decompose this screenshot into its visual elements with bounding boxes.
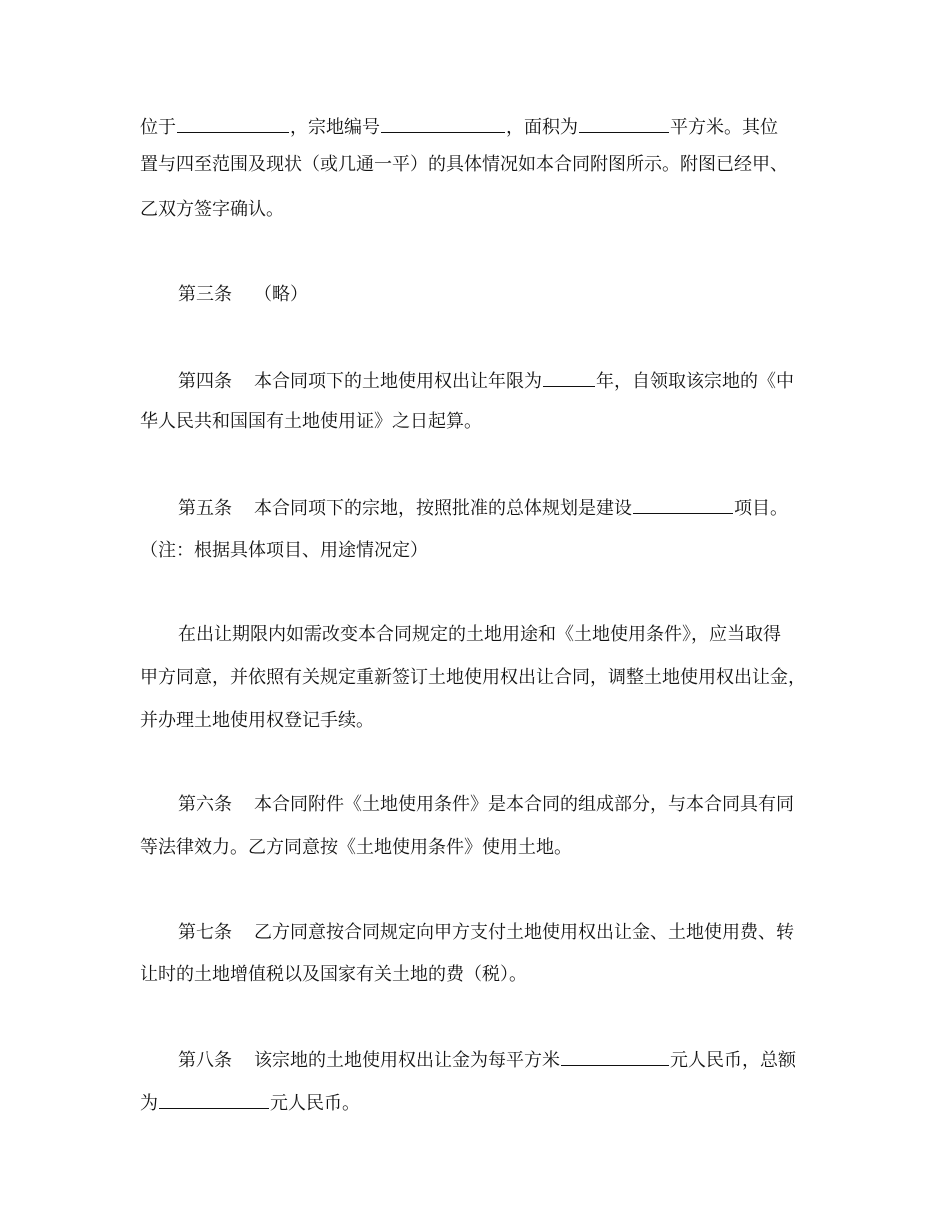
note-text: （注：根据具体项目、用途情况定） bbox=[140, 540, 428, 561]
article-text: 年，自领取该宗地的《中 bbox=[596, 371, 794, 392]
paragraph-text: 让时的土地增值税以及国家有关土地的费（税）。 bbox=[140, 964, 527, 985]
paragraph-text: 甲方同意，并依照有关规定重新签订土地使用权出让合同，调整土地使用权出让金， bbox=[140, 667, 806, 688]
article-label: 第三条 bbox=[178, 284, 232, 305]
article-text: 本合同项下的宗地，按照批准的总体规划是建设 bbox=[254, 498, 632, 519]
paragraph-text: 在出让期限内如需改变本合同规定的土地用途和《土地使用条件》，应当取得 bbox=[178, 624, 781, 645]
article-text: 元人民币，总额 bbox=[670, 1050, 796, 1071]
paragraph-text: 置与四至范围及现状（或几通一平）的具体情况如本合同附图所示。附图已经甲、 bbox=[140, 154, 788, 175]
term-years-blank bbox=[543, 367, 595, 387]
paragraph-text: 等法律效力。乙方同意按《土地使用条件》使用土地。 bbox=[140, 837, 572, 858]
article-label: 第五条 bbox=[178, 498, 232, 519]
article-3 bbox=[178, 282, 308, 308]
article-label: 第七条 bbox=[178, 922, 232, 943]
article-label: 第六条 bbox=[178, 794, 232, 815]
article-4 bbox=[178, 367, 794, 395]
area-unit-text: 平方米。其位 bbox=[670, 117, 778, 138]
parcel-number-blank bbox=[381, 113, 505, 133]
total-amount-blank bbox=[159, 1089, 269, 1109]
article-text: 本合同项下的土地使用权出让年限为 bbox=[254, 371, 542, 392]
location-prefix: 位于 bbox=[140, 117, 176, 138]
total-amount-line bbox=[140, 1089, 360, 1117]
project-blank bbox=[633, 494, 733, 514]
article-label: 第四条 bbox=[178, 371, 232, 392]
article-8 bbox=[178, 1046, 796, 1074]
price-per-sqm-blank bbox=[561, 1046, 669, 1066]
article-text: （略） bbox=[254, 284, 308, 305]
location-blank bbox=[177, 113, 289, 133]
paragraph-text: 乙双方签字确认。 bbox=[140, 199, 284, 220]
location-line bbox=[140, 113, 778, 141]
paragraph-text: 华人民共和国国有土地使用证》之日起算。 bbox=[140, 411, 482, 432]
article-6 bbox=[178, 792, 794, 818]
article-text: 乙方同意按合同规定向甲方支付土地使用权出让金、土地使用费、转 bbox=[254, 922, 794, 943]
article-text: 本合同附件《土地使用条件》是本合同的组成部分，与本合同具有同 bbox=[254, 794, 794, 815]
area-label: ，面积为 bbox=[506, 117, 578, 138]
article-text: 该宗地的土地使用权出让金为每平方米 bbox=[254, 1050, 560, 1071]
article-text: 项目。 bbox=[734, 498, 788, 519]
article-label: 第八条 bbox=[178, 1050, 232, 1071]
area-blank bbox=[579, 113, 669, 133]
article-text: 为 bbox=[140, 1093, 158, 1114]
paragraph-text: 并办理土地使用权登记手续。 bbox=[140, 710, 374, 731]
article-7 bbox=[178, 920, 794, 946]
article-5 bbox=[178, 494, 788, 522]
parcel-number-label: ，宗地编号 bbox=[290, 117, 380, 138]
article-text: 元人民币。 bbox=[270, 1093, 360, 1114]
